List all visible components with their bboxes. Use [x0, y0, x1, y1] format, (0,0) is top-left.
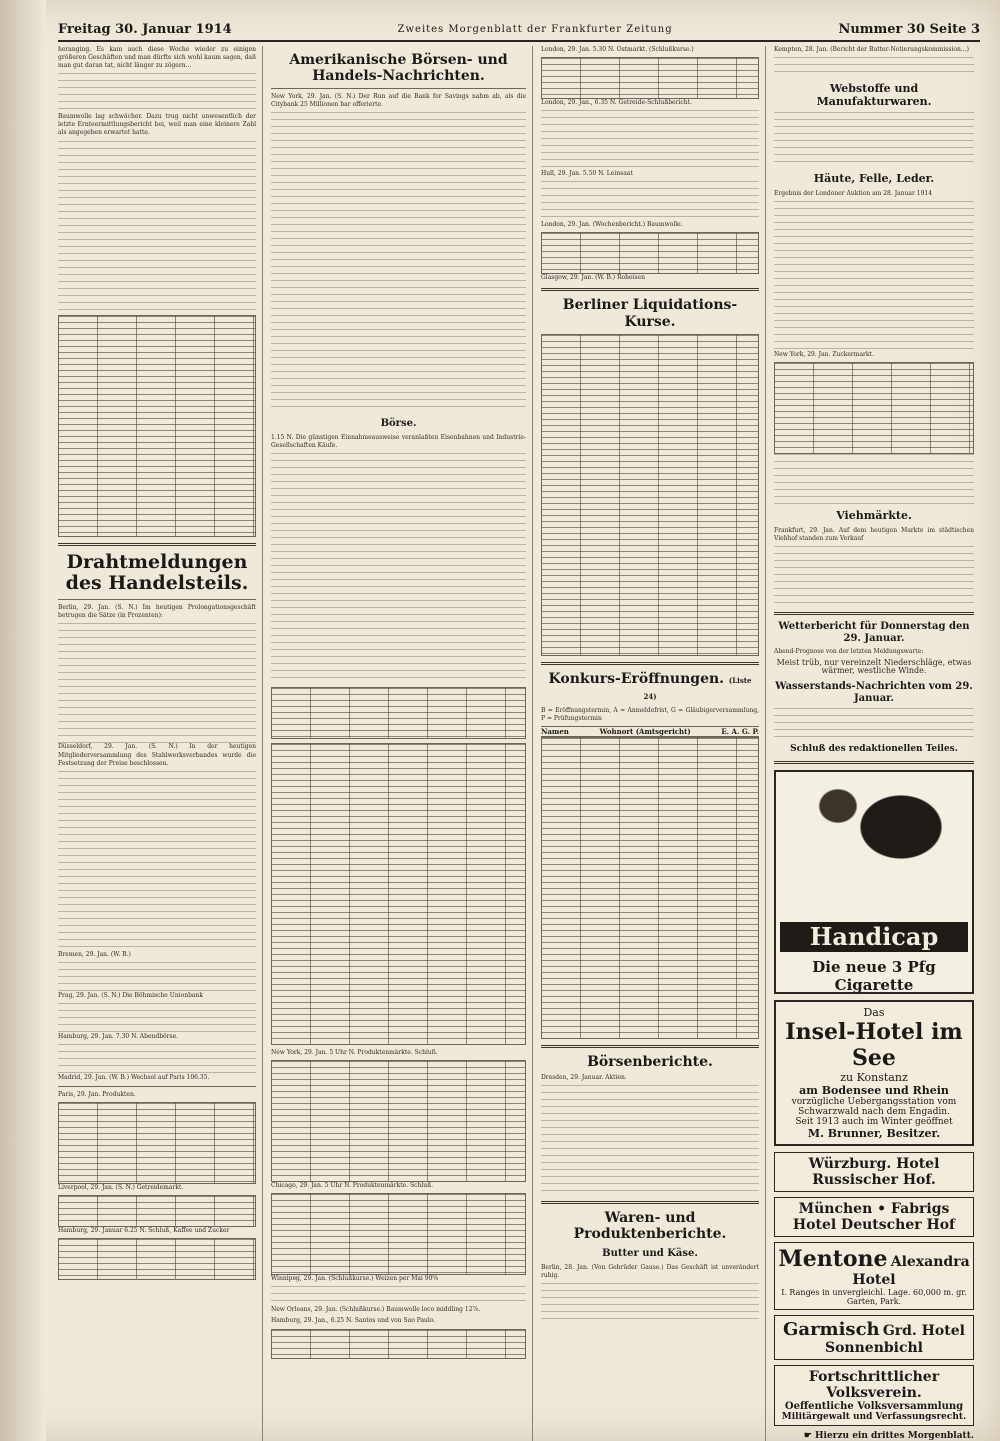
text-block [774, 708, 974, 738]
article-berlin: Berlin, 29. Jan. (S. N.) Im heutigen Prolongationsgeschäft betrugen die Sätze (in Prozenten): [58, 604, 256, 620]
article-opening: heranging. Es kam auch diese Woche wieder zu einigen größeren Geschäften und man dürfte sich wohl kaum sagen, daß man gut daran tat, nicht länger zu zögern... [58, 46, 256, 70]
section-heading-drahtmeldungen: Drahtmeldungen des Handelsteils. [65, 550, 249, 595]
divider [58, 599, 256, 600]
konkurs-list-number: (Liste 24) [643, 675, 752, 701]
text-block [271, 453, 526, 683]
konkurs-table [541, 737, 759, 1039]
metals-price-table [58, 315, 256, 537]
volksverein-title: Fortschrittlicher Volksverein. [808, 1368, 940, 1401]
article-madrid: Madrid, 29. Jan. (W. B.) Wechsel auf Paris 106.35. [58, 1074, 210, 1081]
paris-table [58, 1102, 256, 1184]
mentone-hotel-ad [774, 1242, 974, 1310]
column-grid [58, 46, 980, 1441]
text-block [774, 57, 974, 77]
militaer-topic: Militärgewalt und Verfassungsrecht. [781, 1411, 967, 1422]
konkurs-title: Konkurs-Eröffnungen. [548, 670, 725, 687]
column-3 [541, 46, 766, 1441]
handicap-slogan: Die neue 3 Pfg Cigarette [812, 957, 936, 994]
end-of-editorial: Schluß des redaktionellen Teiles. [790, 744, 958, 755]
text-block [58, 141, 256, 311]
text-block [271, 112, 526, 412]
wuerzburg-text: Würzburg. Hotel Russischer Hof. [808, 1155, 940, 1188]
article-cotton: Baumwolle lag schwächer. Dazu trug nicht unwesentlich der letzte Ernteermittlungsbericht bei, weil man eine kleinere Zahl als angegeben erwartet hatte. [58, 113, 256, 137]
article-newyork-sugar: New York, 29. Jan. Zuckermarkt. [774, 351, 874, 359]
article-hull: Hull, 29. Jan. 5.50 N. Leinsaat [541, 170, 633, 178]
divider [271, 88, 526, 89]
text-block [541, 1283, 759, 1323]
article-frankfurt: Frankfurt, 29. Jan. Auf dem heutigen Markte im städtischen Viehhof standen zum Verkauf [774, 526, 974, 542]
subheading-butter: Butter und Käse. [602, 1248, 698, 1260]
insel-lake: am Bodensee und Rhein [799, 1083, 949, 1097]
article-duesseldorf: Düsseldorf, 29. Jan. (S. N.) In der heutigen Mitgliederversammlung des Stahlwerksverbandes wurde die Festsetzung der Preise beschlossen. [58, 743, 256, 767]
text-block [774, 546, 974, 606]
section-heading-amerika: Amerikanische Börsen- und Handels-Nachrichten. [289, 52, 508, 85]
sugar-table [774, 362, 974, 454]
text-block [774, 454, 974, 504]
article-prag: Prag, 29. Jan. (S. N.) Die Böhmische Unionbank [58, 991, 203, 999]
insel-since: Seit 1913 auch im Winter geöffnet [795, 1116, 953, 1127]
article-dresden: Dresden, 29. Januar. Aktien. [541, 1074, 627, 1082]
article-hamburg-coffee: Hamburg, 29. Januar 6.25 N. Schluß, Kaffee und Zucker [58, 1227, 230, 1235]
header-page-number: Nummer 30 Seite 3 [838, 21, 980, 37]
santos-table [271, 1329, 526, 1359]
wuerzburg-hotel-ad [774, 1152, 974, 1192]
article-hamburg-santos: Hamburg, 29. Jan., 6.25 N. Santos und von Sao Paulo. [271, 1317, 436, 1325]
ad-illustration [784, 778, 964, 918]
section-heading-konkurs [541, 671, 759, 703]
section-heading-waren: Waren- und Produktenberichte. [573, 1210, 727, 1243]
article-ergebnis: Ergebnis der Londoner Auktion am 28. Januar 1914 [774, 190, 933, 198]
text-block [58, 1044, 256, 1074]
insel-description: vorzügliche Uebergangsstation vom Schwarzwald nach dem Engadin. [791, 1096, 957, 1117]
text-block [774, 201, 974, 351]
liverpool-table [58, 1195, 256, 1227]
divider [774, 761, 974, 764]
divider [774, 612, 974, 615]
insel-hotel-ad [774, 1000, 974, 1146]
coffee-table [58, 1238, 256, 1280]
divider [541, 1045, 759, 1048]
section-heading-webstoffe: Webstoffe und Manufakturwaren. [816, 82, 932, 108]
mentone-name: Mentone [778, 1245, 888, 1272]
text-block [541, 181, 759, 221]
chicago-table [271, 1193, 526, 1275]
section-heading-liquidation: Berliner Liquidations-Kurse. [562, 297, 738, 330]
insel-line-1: Das [863, 1005, 885, 1019]
article-butter: Berlin, 28. Jan. (Von Gebrüder Gause.) Das Geschäft ist unverändert ruhig. [541, 1263, 759, 1279]
insel-city: zu Konstanz [840, 1070, 908, 1084]
article-paris: Paris, 29. Jan. Produkten. [58, 1091, 136, 1099]
article-newyork: New York, 29. Jan. (S. N.) Der Run auf die Bank for Savings nahm ab, als die Citybank 25 Millionen bar offerierte. [271, 93, 526, 109]
konkurs-col-dates: E. A. G. P. [721, 727, 759, 737]
header-date: Freitag 30. Januar 1914 [58, 21, 232, 37]
volksversammlung: Oeffentliche Volksversammlung [784, 1400, 964, 1412]
text-block [58, 623, 256, 743]
text-block [58, 771, 256, 951]
liquidation-table [541, 334, 759, 656]
weather-heading: Wetterbericht für Donnerstag den 29. Januar. [778, 621, 970, 644]
footer-note-text: Hierzu ein drittes Morgenblatt. [815, 1430, 974, 1441]
konkurs-header-row [541, 726, 759, 737]
page-header [58, 18, 980, 42]
column-2 [271, 46, 533, 1441]
konkurs-col-name: Namen [541, 727, 569, 737]
divider [58, 543, 256, 546]
article-bremen: Bremen, 29. Jan. (W. B.) [58, 950, 131, 958]
footer-note [774, 1431, 974, 1441]
konkurs-col-wohnort: Wohnort (Amtsgericht) [599, 727, 691, 737]
divider [541, 662, 759, 665]
article-ny-products: New York, 29. Jan. 5 Uhr N. Produktenmärkte. Schluß. [271, 1049, 438, 1057]
article-kempten: Kempten, 28. Jan. (Bericht der Butter-Notierungskommission...) [774, 46, 969, 53]
volksverein-ad [774, 1365, 974, 1426]
section-heading-vieh: Viehmärkte. [836, 509, 912, 523]
mentone-description: I. Ranges in unvergleichl. Lage. 60,000 m. gr. Garten, Park. [781, 1287, 967, 1306]
article-london-cotton: London, 29. Jan. (Wochenbericht.) Baumwolle. [541, 221, 683, 229]
divider [541, 1201, 759, 1204]
garmisch-name: Garmisch [783, 1318, 880, 1340]
column-1 [58, 46, 263, 1441]
article-london-grain: London, 29. Jan., 6.35 N. Getreide-Schlußbericht. [541, 99, 692, 107]
text-block [58, 962, 256, 992]
garmisch-hotel-ad [774, 1315, 974, 1360]
header-title: Zweites Morgenblatt der Frankfurter Zeitung [397, 23, 673, 35]
section-heading-boersenberichte: Börsenberichte. [587, 1054, 713, 1071]
article-london: London, 29. Jan. 5.30 N. Ostmarkt. (Schlußkurse.) [541, 46, 694, 53]
text-block [541, 1085, 759, 1195]
section-heading-haeute: Häute, Felle, Leder. [813, 172, 935, 186]
text-block [541, 110, 759, 170]
text-block [58, 73, 256, 113]
article-new-orleans: New Orleans, 29. Jan. (Schlußkurse.) Baumwolle loco middling 12⅞. [271, 1306, 481, 1314]
divider [541, 288, 759, 291]
london-table [541, 57, 759, 99]
article-winnipeg: Winnipeg, 29. Jan. (Schlußkurse.) Weizen per Mai 90⅝ [271, 1275, 439, 1283]
konkurs-key: B = Eröffnungstermin, A = Anmeldefrist, G = Gläubigerversammlung, P = Prüfungstermin [541, 706, 759, 722]
insel-hotel-name: Insel-Hotel im See [785, 1018, 963, 1071]
article-hamburg: Hamburg, 29. Jan. 7.30 N. Abendbörse. [58, 1032, 179, 1040]
weather-prognose: Abend-Prognose von der letzten Meldungswarte: [774, 648, 924, 656]
subheading-boerse: Börse. [380, 418, 417, 430]
column-4 [774, 46, 980, 1441]
water-heading: Wasserstands-Nachrichten vom 29. Januar. [775, 681, 973, 704]
ny-products-table [271, 1060, 526, 1182]
mentone-hotel: Alexandra Hotel [852, 1253, 970, 1288]
article-glasgow: Glasgow, 29. Jan. (W. B.) Roheisen [541, 274, 645, 282]
garmisch-hotel: Grd. Hotel Sonnenbichl [824, 1322, 965, 1356]
muenchen-text: München • Fabrigs Hotel Deutscher Hof [792, 1200, 956, 1233]
cotton-table [541, 232, 759, 274]
pointing-hand-icon: ☛ [803, 1430, 812, 1441]
text-block [271, 1286, 526, 1306]
stock-quotes-table [271, 743, 526, 1045]
article-chicago: Chicago, 29. Jan. 5 Uhr N. Produktenmärkte. Schluß. [271, 1182, 434, 1190]
weather-forecast: Meist trüb, nur vereinzelt Niederschläge, etwas wärmer, westliche Winde. [776, 658, 972, 676]
insel-owner: M. Brunner, Besitzer. [807, 1126, 941, 1140]
text-block [774, 112, 974, 167]
article-boerse: 1.15 N. Die günstigen Einnahmeausweise veranlaßten Eisenbahnen und Industrie-Gesellschaften Käufe. [271, 433, 526, 449]
page-fold-shadow [0, 0, 46, 1441]
text-block [58, 1003, 256, 1033]
divider [58, 1086, 256, 1087]
handicap-cigarette-ad [774, 770, 974, 994]
muenchen-hotel-ad [774, 1197, 974, 1237]
quotes-table [271, 687, 526, 739]
article-liverpool: Liverpool, 29. Jan. (S. N.) Getreidemarkt. [58, 1184, 184, 1192]
handicap-brand: Handicap [780, 922, 968, 952]
